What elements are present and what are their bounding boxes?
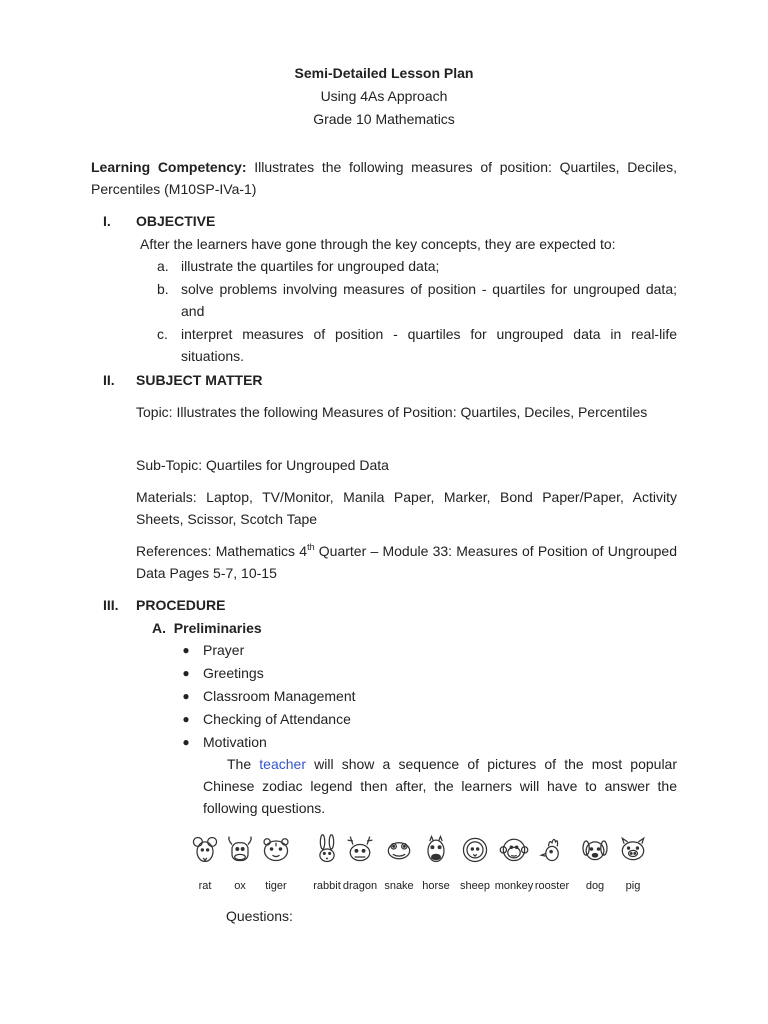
document-title: Semi-Detailed Lesson Plan bbox=[294, 65, 474, 81]
preliminary-item: Motivation bbox=[203, 734, 267, 750]
zodiac-animal-label: ox bbox=[234, 880, 246, 892]
motivation-text-end: will show a sequence of pictures of the most popular Chinese zodiac legend then after, the learners will have to answer the following questions. bbox=[203, 756, 677, 816]
objective-intro: After the learners have gone through the key concepts, they are expected to: bbox=[140, 236, 616, 252]
motivation-text bbox=[203, 753, 677, 819]
horse-icon bbox=[420, 832, 452, 866]
procedure-numeral: III. bbox=[103, 597, 119, 613]
teacher-link[interactable]: teacher bbox=[259, 756, 306, 772]
rooster-icon bbox=[536, 832, 568, 866]
zodiac-animal-label: dog bbox=[585, 880, 605, 892]
procedure-heading: PROCEDURE bbox=[136, 597, 226, 613]
ox-icon bbox=[224, 832, 256, 866]
document-subtitle-grade: Grade 10 Mathematics bbox=[313, 111, 455, 127]
preliminaries-heading: A. Preliminaries bbox=[152, 620, 262, 636]
bullet-icon: ● bbox=[182, 643, 190, 657]
learning-competency bbox=[91, 156, 677, 200]
document-subtitle-approach: Using 4As Approach bbox=[320, 88, 448, 104]
zodiac-animal-label: snake bbox=[384, 880, 414, 892]
dog-icon bbox=[579, 832, 611, 866]
subject-materials: Materials: Laptop, TV/Monitor, Manila Paper, Marker, Bond Paper/Paper, Activity Sheets, Scissor, Scotch Tape bbox=[136, 489, 677, 527]
subject-references bbox=[136, 540, 677, 584]
rat-icon bbox=[189, 832, 221, 866]
objective-item-text: illustrate the quartiles for ungrouped data; bbox=[181, 258, 440, 274]
subject-topic: Topic: Illustrates the following Measures of Position: Quartiles, Deciles, Percentiles bbox=[136, 404, 648, 420]
objective-item-letter: c. bbox=[157, 326, 168, 342]
objective-heading: OBJECTIVE bbox=[136, 213, 216, 229]
subject-matter-numeral: II. bbox=[103, 372, 115, 388]
zodiac-animal-label: rabbit bbox=[313, 880, 341, 892]
dragon-icon bbox=[344, 832, 376, 866]
references-text-end: Quarter – Module 33: Measures of Position of Ungrouped Data Pages 5-7, 10-15 bbox=[136, 543, 678, 581]
zodiac-animal-label: dragon bbox=[342, 880, 378, 892]
zodiac-animal-label: horse bbox=[422, 880, 450, 892]
bullet-icon: ● bbox=[182, 735, 190, 749]
bullet-icon: ● bbox=[182, 689, 190, 703]
objective-item-letter: b. bbox=[157, 281, 169, 297]
zodiac-animal-label: sheep bbox=[460, 880, 490, 892]
objective-item-text: solve problems involving measures of position - quartiles for ungrouped data; and bbox=[181, 281, 677, 319]
subject-subtopic: Sub-Topic: Quartiles for Ungrouped Data bbox=[136, 457, 389, 473]
objective-item-text: interpret measures of position - quartiles for ungrouped data in real-life situations. bbox=[181, 326, 677, 364]
zodiac-animal-label: tiger bbox=[265, 880, 287, 892]
objective-item-letter: a. bbox=[157, 258, 169, 274]
references-superscript: th bbox=[307, 542, 315, 552]
zodiac-animal-label: rat bbox=[198, 880, 212, 892]
competency-text: Illustrates the following measures of position: Quartiles, Deciles, Percentiles (M10SP-IVa-1) bbox=[91, 159, 677, 197]
motivation-text-start: The bbox=[227, 756, 260, 772]
subject-matter-heading: SUBJECT MATTER bbox=[136, 372, 263, 388]
preliminary-item: Classroom Management bbox=[203, 688, 356, 704]
pig-icon bbox=[617, 832, 649, 866]
references-text-start: References: Mathematics 4 bbox=[136, 543, 308, 559]
zodiac-animals-strip bbox=[190, 832, 660, 892]
sheep-icon bbox=[459, 832, 491, 866]
preliminary-item: Checking of Attendance bbox=[203, 711, 351, 727]
objective-numeral: I. bbox=[103, 213, 111, 229]
zodiac-animal-label: rooster bbox=[534, 880, 570, 892]
zodiac-animal-label: monkey bbox=[494, 880, 534, 892]
zodiac-animal-label: pig bbox=[625, 880, 641, 892]
preliminary-item: Prayer bbox=[203, 642, 245, 658]
tiger-icon bbox=[260, 832, 292, 866]
rabbit-icon bbox=[311, 832, 343, 866]
competency-label: Learning Competency: bbox=[91, 159, 247, 175]
snake-icon bbox=[383, 832, 415, 866]
preliminary-item: Greetings bbox=[203, 665, 264, 681]
questions-label: Questions: bbox=[226, 908, 293, 924]
monkey-icon bbox=[498, 832, 530, 866]
bullet-icon: ● bbox=[182, 666, 190, 680]
bullet-icon: ● bbox=[182, 712, 190, 726]
